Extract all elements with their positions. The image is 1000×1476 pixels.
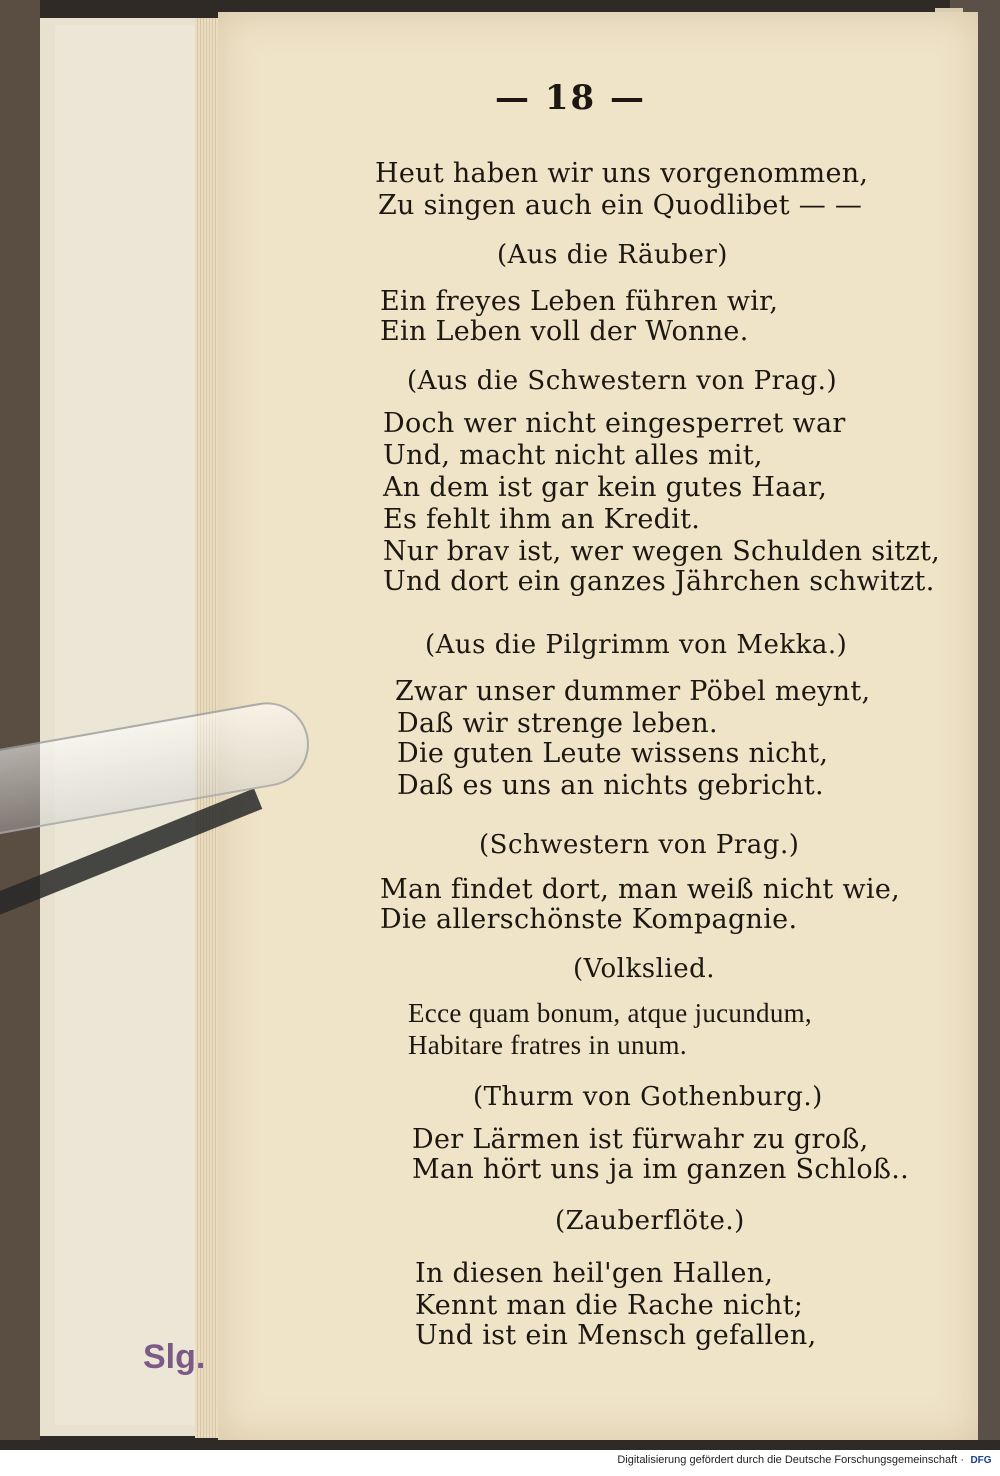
text-line: Zwar unser dummer Pöbel meynt, (395, 676, 871, 707)
text-line: Die allerschönste Kompagnie. (380, 904, 798, 935)
text-line: Der Lärmen ist fürwahr zu groß, (412, 1124, 869, 1155)
section-heading: (Volkslied. (573, 954, 716, 984)
text-line: Zu singen auch ein Quodlibet — — (378, 190, 863, 221)
section-heading: (Aus die Pilgrimm von Mekka.) (425, 630, 848, 660)
section-heading: (Zauberflöte.) (555, 1206, 745, 1236)
text-line: Daß wir strenge leben. (397, 708, 718, 739)
text-line: Man findet dort, man weiß nicht wie, (380, 874, 900, 905)
section-heading: (Thurm von Gothenburg.) (473, 1082, 823, 1112)
text-line: Daß es uns an nichts gebricht. (397, 770, 824, 801)
library-stamp: Slg. (143, 1338, 206, 1376)
text-line: Nur brav ist, wer wegen Schulden sitzt, (383, 536, 940, 567)
text-line: Ecce quam bonum, atque jucundum, (408, 998, 812, 1028)
text-line: Und dort ein ganzes Jährchen schwitzt. (383, 566, 935, 597)
text-line: Doch wer nicht eingesperret war (383, 408, 846, 439)
section-heading: (Aus die Schwestern von Prag.) (407, 366, 838, 396)
text-line: Und ist ein Mensch gefallen, (415, 1320, 817, 1351)
text-line: Es fehlt ihm an Kredit. (383, 504, 701, 535)
section-heading: (Aus die Räuber) (497, 240, 728, 270)
text-line: Kennt man die Rache nicht; (415, 1290, 804, 1321)
book-cover-board (0, 0, 40, 1440)
footer-bar (0, 1450, 1000, 1476)
text-line: Ein freyes Leben führen wir, (380, 286, 779, 317)
dfg-logo-icon: DFG (970, 1455, 992, 1466)
section-heading: (Schwestern von Prag.) (479, 830, 800, 860)
text-line: Habitare fratres in unum. (408, 1030, 687, 1060)
text-line: In diesen heil'gen Hallen, (415, 1258, 774, 1289)
text-line: Die guten Leute wissens nicht, (397, 738, 829, 769)
footer-credit: Digitalisierung gefördert durch die Deutsche Forschungsgemeinschaft · (617, 1454, 964, 1466)
text-line: An dem ist gar kein gutes Haar, (383, 472, 828, 503)
text-line: Man hört uns ja im ganzen Schloß.. (412, 1154, 910, 1185)
text-line: Ein Leben voll der Wonne. (380, 316, 749, 347)
text-line: Und, macht nicht alles mit, (383, 440, 763, 471)
text-line: Heut haben wir uns vorgenommen, (375, 158, 869, 189)
page-number: — 18 — (495, 78, 646, 118)
